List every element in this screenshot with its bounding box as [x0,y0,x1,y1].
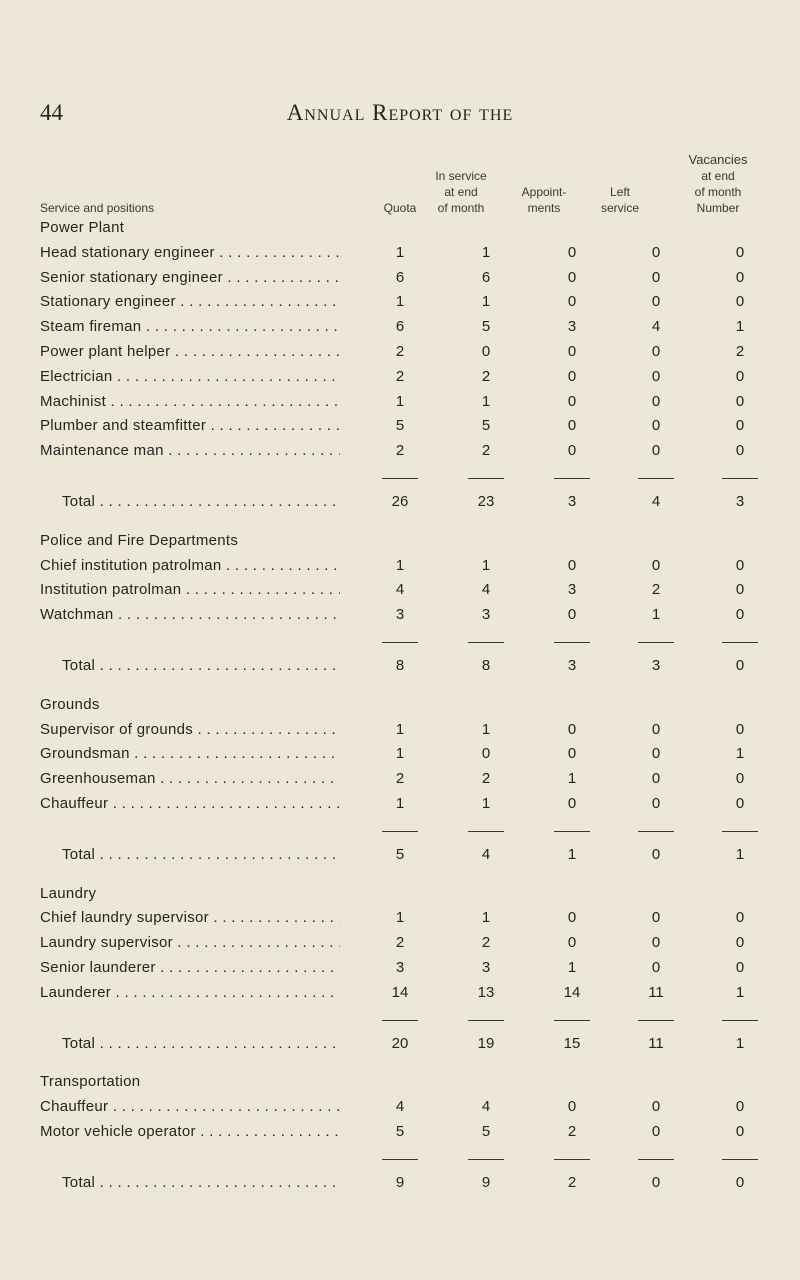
total-rule [722,1020,758,1021]
in-service-value: 5 [481,1123,491,1140]
total-rule [554,642,590,643]
vacancies-value: 3 [735,493,745,510]
quota-value: 1 [395,556,405,574]
position-label: Grounds [40,695,100,713]
appointments-value: 2 [567,1123,577,1140]
in-service-value: 2 [481,367,491,385]
left-service-value: 0 [651,367,661,385]
quota-value: 8 [395,657,405,674]
position-label: Police and Fire Departments [40,531,239,549]
header-in-service-1: In service [435,169,487,183]
total-rule [554,478,590,479]
table-row [40,315,780,339]
position-label: Institution patrolman . . . [40,578,340,602]
in-service-value: 1 [481,293,491,311]
quota-value: 1 [395,795,405,812]
header-in-service-3: of month [437,201,485,215]
total-rule [638,1159,674,1160]
total-rule [554,1020,590,1021]
vacancies-value: 2 [735,343,745,360]
total-rule [382,478,418,479]
vacancies-value: 0 [735,417,745,435]
total-rule [638,1020,674,1021]
left-service-value: 0 [651,845,661,863]
appointments-value: 1 [567,959,577,976]
position-label: Total . . . [40,843,340,867]
left-service-value: 0 [651,417,661,435]
total-row [40,654,780,678]
vacancies-value: 0 [735,293,745,311]
table-row [40,390,780,414]
quota-value: 14 [391,983,409,1001]
position-label: Power Plant [40,219,125,236]
appointments-value: 3 [567,318,577,336]
position-label: Motor vehicle operator . . . [40,1120,340,1144]
quota-value: 5 [395,417,405,435]
appointments-value: 2 [567,1173,577,1191]
left-service-value: 0 [651,293,661,311]
quota-value: 1 [395,243,405,261]
table-row [40,340,780,364]
total-rule [468,642,504,643]
appointments-value: 0 [567,442,577,460]
table-row [40,718,780,742]
appointments-value: 0 [567,720,577,738]
vacancies-value: 0 [735,268,745,286]
vacancies-value: 0 [735,909,745,927]
quota-value: 2 [395,367,405,385]
appointments-value: 0 [567,606,577,624]
quota-value: 20 [391,1034,409,1052]
left-service-value: 0 [651,795,661,812]
appointments-value: 0 [567,795,577,812]
quota-value: 3 [395,606,405,624]
appointments-value: 0 [567,268,577,286]
table-row [40,290,780,314]
in-service-value: 6 [481,268,491,286]
in-service-value: 5 [481,417,491,435]
position-label: Chief laundry supervisor . . . [40,906,340,930]
section-heading [40,693,780,717]
in-service-value: 4 [481,845,491,863]
vacancies-value: 0 [735,581,745,599]
appointments-value: 0 [567,367,577,385]
position-label: Total . . . [40,654,340,678]
position-label: Senior launderer . . . [40,956,340,980]
total-rule [382,642,418,643]
table-row [40,767,780,791]
header-vacancies-3: of month [694,185,742,199]
quota-value: 1 [395,720,405,738]
appointments-value: 3 [567,493,577,510]
total-rule [638,478,674,479]
position-label: Electrician . . . [40,365,340,389]
appointments-value: 1 [567,770,577,788]
position-label: Senior stationary engineer . . . [40,266,340,290]
quota-value: 9 [395,1173,405,1191]
total-row [40,490,780,514]
position-label: Total . . . [40,1032,340,1056]
position-label: Supervisor of grounds . . . [40,718,340,742]
table-row [40,414,780,438]
vacancies-value: 0 [735,1173,745,1191]
in-service-value: 0 [481,343,491,360]
table-row [40,603,780,627]
in-service-value: 2 [481,770,491,788]
running-head [40,100,760,140]
total-rule [468,1020,504,1021]
left-service-value: 0 [651,934,661,952]
total-rule [382,1159,418,1160]
appointments-value: 14 [563,983,581,1001]
left-service-value: 0 [651,720,661,738]
header-vacancies-2: at end [701,169,735,183]
table-row [40,981,780,1005]
total-rule [382,831,418,832]
left-service-value: 4 [651,318,661,336]
appointments-value: 1 [567,845,577,863]
left-service-value: 4 [651,493,661,510]
left-service-value: 0 [651,243,661,261]
left-service-value: 0 [651,959,661,976]
quota-value: 1 [395,293,405,311]
left-service-value: 0 [651,556,661,574]
total-rule [638,831,674,832]
table-row [40,742,780,766]
vacancies-value: 0 [735,367,745,385]
appointments-value: 15 [563,1034,581,1052]
position-label: Chauffeur . . . [40,792,340,816]
left-service-value: 3 [651,657,661,674]
appointments-value: 0 [567,343,577,360]
position-label: Machinist . . . [40,390,340,414]
header-in-service-2: at end [444,185,478,199]
vacancies-value: 0 [735,934,745,952]
in-service-value: 1 [481,909,491,927]
quota-value: 6 [395,318,405,336]
page-number: 44 [40,100,63,125]
section-heading [40,529,780,553]
header-quota: Quota [383,201,417,215]
table-row [40,241,780,265]
vacancies-value: 0 [735,606,745,624]
left-service-value: 0 [651,268,661,286]
total-rule [722,478,758,479]
vacancies-value: 1 [735,318,745,336]
table-row [40,1120,780,1144]
total-rule [468,478,504,479]
section-heading [40,882,780,906]
table-row [40,931,780,955]
in-service-value: 1 [481,556,491,574]
left-service-value: 1 [651,606,661,624]
position-label: Total . . . [40,490,340,514]
position-label: Watchman . . . [40,603,340,627]
vacancies-value: 1 [735,845,745,863]
table-row [40,956,780,980]
vacancies-value: 1 [735,745,745,763]
table-row [40,792,780,816]
position-label: Maintenance man . . . [40,439,340,463]
in-service-value: 3 [481,959,491,976]
vacancies-value: 0 [735,770,745,788]
position-label: Laundry [40,884,97,902]
in-service-value: 2 [481,442,491,460]
appointments-value: 3 [567,657,577,674]
left-service-value: 0 [651,745,661,763]
position-label: Stationary engineer . . . [40,290,340,314]
total-row [40,1032,780,1056]
vacancies-value: 1 [735,1034,745,1052]
in-service-value: 13 [477,983,495,1001]
table-row [40,266,780,290]
appointments-value: 0 [567,392,577,410]
position-label: Launderer . . . [40,981,340,1005]
header-vacancies-4: Number [696,201,740,215]
left-service-value: 0 [651,770,661,788]
vacancies-value: 0 [735,392,745,410]
quota-value: 1 [395,392,405,410]
in-service-value: 2 [481,934,491,952]
header-service: Service and positions [40,201,155,215]
section-heading [40,1070,780,1094]
position-label: Head stationary engineer . . . [40,241,340,265]
left-service-value: 0 [651,343,661,360]
left-service-value: 0 [651,442,661,460]
total-rule [722,1159,758,1160]
in-service-value: 4 [481,1098,491,1116]
total-rule [468,831,504,832]
vacancies-value: 0 [735,720,745,738]
in-service-value: 1 [481,392,491,410]
appointments-value: 0 [567,243,577,261]
appointments-value: 3 [567,581,577,599]
position-label: Total . . . [40,1171,340,1195]
in-service-value: 9 [481,1173,491,1191]
quota-value: 5 [395,845,405,863]
total-row [40,843,780,867]
appointments-value: 0 [567,556,577,574]
total-rule [468,1159,504,1160]
in-service-value: 1 [481,720,491,738]
in-service-value: 3 [481,606,491,624]
position-label: Power plant helper . . . [40,340,340,364]
total-rule [554,831,590,832]
in-service-value: 1 [481,243,491,261]
header-vacancies-1: Vacancies [688,152,748,167]
appointments-value: 0 [567,293,577,311]
vacancies-value: 0 [735,1098,745,1116]
left-service-value: 0 [651,392,661,410]
quota-value: 2 [395,770,405,788]
vacancies-value: 0 [735,959,745,976]
in-service-value: 19 [477,1034,495,1052]
running-title: Annual Report of the [286,100,514,125]
total-rule [382,1020,418,1021]
appointments-value: 0 [567,745,577,763]
in-service-value: 8 [481,657,491,674]
left-service-value: 0 [651,1123,661,1140]
position-label: Greenhouseman . . . [40,767,340,791]
appointments-value: 0 [567,417,577,435]
appointments-value: 0 [567,1098,577,1116]
vacancies-value: 1 [735,983,745,1001]
quota-value: 1 [395,909,405,927]
position-label: Transportation [40,1073,141,1091]
quota-value: 2 [395,934,405,952]
header-appointments-1: Appoint- [521,185,567,199]
quota-value: 3 [395,959,405,976]
header-appointments-2: ments [527,201,561,215]
header-left-1: Left [609,185,630,199]
appointments-value: 0 [567,909,577,927]
total-rule [722,831,758,832]
left-service-value: 0 [651,1173,661,1191]
in-service-value: 5 [481,318,491,336]
table-row [40,578,780,602]
vacancies-value: 0 [735,243,745,261]
left-service-value: 0 [651,909,661,927]
position-label: Plumber and steamfitter . . . [40,414,340,438]
quota-value: 4 [395,581,405,599]
position-label: Chauffeur . . . [40,1095,340,1119]
quota-value: 5 [395,1123,405,1140]
table-row [40,439,780,463]
table-row [40,365,780,389]
appointments-value: 0 [567,934,577,952]
quota-value: 6 [395,268,405,286]
vacancies-value: 0 [735,657,745,674]
vacancies-value: 0 [735,442,745,460]
position-label: Laundry supervisor . . . [40,931,340,955]
position-label: Groundsman . . . [40,742,340,766]
in-service-value: 0 [481,745,491,763]
quota-value: 26 [391,493,409,510]
table-row [40,1095,780,1119]
position-label: Steam fireman . . . [40,315,340,339]
quota-value: 1 [395,745,405,763]
vacancies-value: 0 [735,795,745,812]
left-service-value: 11 [648,983,664,1001]
in-service-value: 1 [481,795,491,812]
in-service-value: 23 [477,493,495,510]
left-service-value: 11 [648,1034,664,1052]
table-row [40,906,780,930]
header-left-2: service [600,201,639,215]
total-rule [638,642,674,643]
in-service-value: 4 [481,581,491,599]
quota-value: 2 [395,442,405,460]
quota-value: 2 [395,343,405,360]
total-row [40,1171,780,1195]
vacancies-value: 0 [735,556,745,574]
left-service-value: 2 [651,581,661,599]
vacancies-value: 0 [735,1123,745,1140]
section-heading [40,216,780,240]
position-label: Chief institution patrolman . . . [40,554,340,578]
left-service-value: 0 [651,1098,661,1116]
table-row [40,554,780,578]
total-rule [722,642,758,643]
quota-value: 4 [395,1098,405,1116]
total-rule [554,1159,590,1160]
